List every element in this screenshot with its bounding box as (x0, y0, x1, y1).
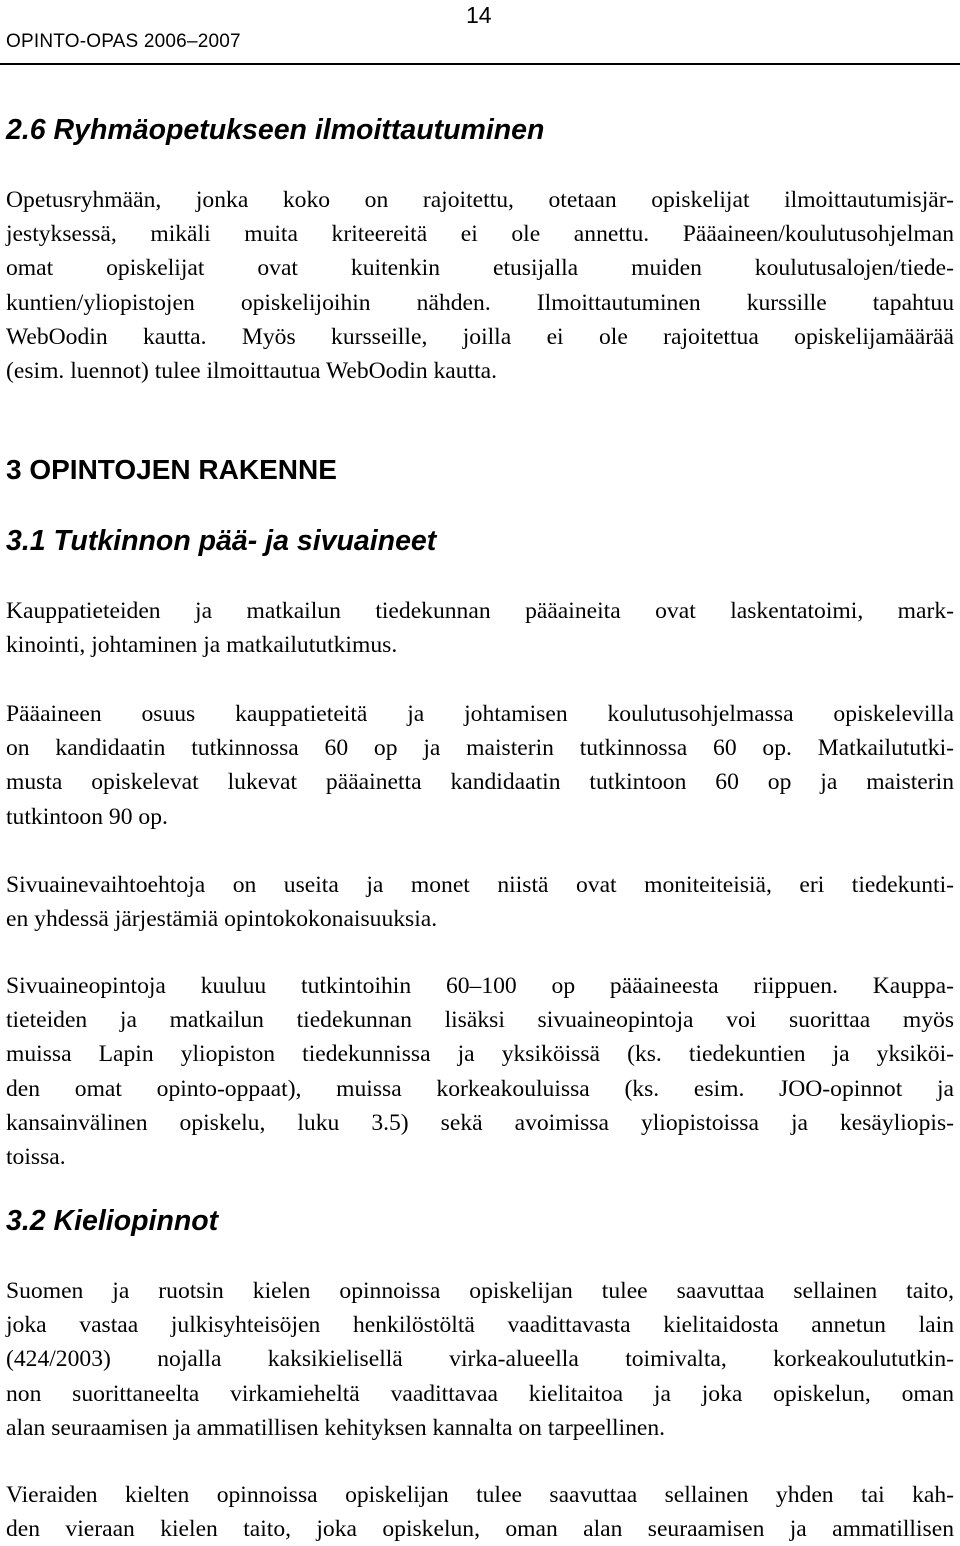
paragraph (6, 697, 954, 834)
paragraph (6, 969, 954, 1174)
section-heading-3-1: 3.1 Tutkinnon pää- ja sivuaineet (6, 525, 437, 557)
text-line: den vieraan kielen taito, joka opiskelun, oman alan seuraamisen ja ammatillisen (6, 1516, 954, 1543)
paragraph (6, 868, 954, 936)
text-line: on kandidaatin tutkinnossa 60 op ja maisterin tutkinnossa 60 op. Matkailututki- (6, 735, 954, 762)
text-line: (424/2003) nojalla kaksikielisellä virka-alueella toimivalta, korkeakoulututkin- (6, 1346, 954, 1373)
text-line: toissa. (6, 1143, 66, 1170)
text-line: WebOodin kautta. Myös kursseille, joilla ei ole rajoitettua opiskelijamäärää (6, 323, 954, 350)
section-heading-2-6: 2.6 Ryhmäopetukseen ilmoittautuminen (6, 114, 545, 146)
text-line: Sivuaineopintoja kuuluu tutkintoihin 60–100 op pääaineesta riippuen. Kauppa- (6, 973, 954, 999)
text-line: tieteiden ja matkailun tiedekunnan lisäksi sivuaineopintoja voi suorittaa myös (6, 1007, 954, 1034)
text-line: joka vastaa julkisyhteisöjen henkilöstöltä vaadittavasta kielitaidosta annetun lain (6, 1312, 954, 1339)
paragraph (6, 594, 954, 662)
page-number: 14 (466, 2, 492, 28)
paragraph (6, 1274, 954, 1445)
text-line: Suomen ja ruotsin kielen opinnoissa opiskelijan tulee saavuttaa sellainen taito, (6, 1278, 954, 1304)
header-divider (0, 63, 960, 65)
paragraph (6, 183, 954, 388)
text-line: kansainvälinen opiskelu, luku 3.5) sekä avoimissa yliopistoissa ja kesäyliopis- (6, 1109, 954, 1136)
section-heading-3-2: 3.2 Kieliopinnot (6, 1205, 219, 1237)
text-line: kinointi, johtaminen ja matkailututkimus. (6, 632, 398, 659)
text-line: alan seuraamisen ja ammatillisen kehityksen kannalta on tarpeellinen. (6, 1414, 666, 1441)
text-line: muissa Lapin yliopiston tiedekunnissa ja yksiköissä (ks. tiedekuntien ja yksiköi- (6, 1041, 954, 1068)
text-line: en yhdessä järjestämiä opintokokonaisuuksia. (6, 906, 438, 933)
chapter-heading: 3 OPINTOJEN RAKENNE (6, 454, 337, 485)
text-line: Kauppatieteiden ja matkailun tiedekunnan pääaineita ovat laskentatoimi, mark- (6, 598, 954, 624)
text-line: non suorittaneelta virkamieheltä vaadittavaa kielitaitoa ja joka opiskelun, oman (6, 1380, 954, 1407)
document-title: OPINTO-OPAS 2006–2007 (6, 31, 241, 52)
text-line: omat opiskelijat ovat kuitenkin etusijalla muiden koulutusalojen/tiede- (6, 255, 954, 282)
paragraph (6, 1478, 954, 1546)
text-line: Opetusryhmään, jonka koko on rajoitettu, otetaan opiskelijat ilmoittautumisjär- (6, 187, 954, 213)
text-line: (esim. luennot) tulee ilmoittautua WebOodin kautta. (6, 357, 498, 384)
text-line: musta opiskelevat lukevat pääainetta kandidaatin tutkintoon 60 op ja maisterin (6, 769, 954, 796)
text-line: Vieraiden kielten opinnoissa opiskelijan tulee saavuttaa sellainen yhden tai kah- (6, 1482, 954, 1508)
text-line: kuntien/yliopistojen opiskelijoihin nähden. Ilmoittautuminen kurssille tapahtuu (6, 289, 954, 316)
text-line: den omat opinto-oppaat), muissa korkeakouluissa (ks. esim. JOO-opinnot ja (6, 1075, 954, 1102)
text-line: tutkintoon 90 op. (6, 803, 168, 830)
text-line: Pääaineen osuus kauppatieteitä ja johtamisen koulutusohjelmassa opiskelevilla (6, 701, 954, 727)
text-line: jestyksessä, mikäli muita kriteereitä ei ole annettu. Pääaineen/koulutusohjelman (6, 221, 954, 248)
text-line: Sivuainevaihtoehtoja on useita ja monet niistä ovat moniteiteisiä, eri tiedekunti- (6, 872, 954, 898)
